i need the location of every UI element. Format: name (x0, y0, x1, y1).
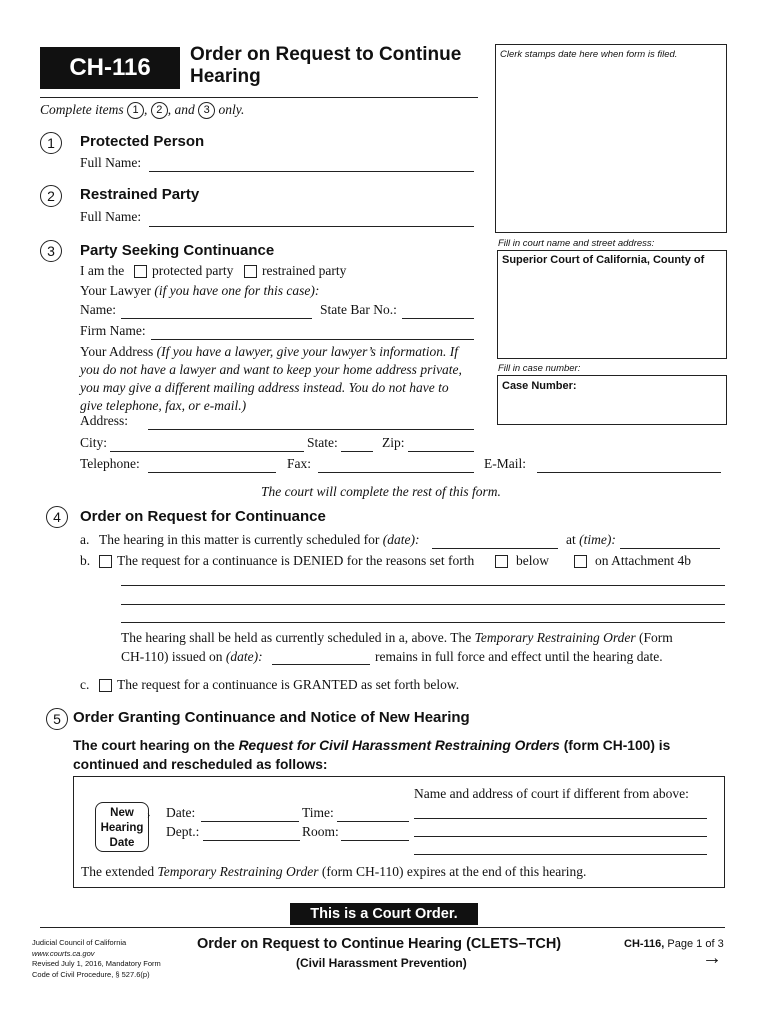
footer-code: Code of Civil Procedure, § 527.6(p) (32, 969, 150, 979)
extended-tro-note (81, 864, 586, 880)
fax-label: Fax: (287, 456, 312, 471)
new-date-label: Date: (166, 805, 196, 820)
alt-court-line-1[interactable] (414, 818, 707, 819)
state-label: State: (307, 435, 338, 450)
item-4a-main: The hearing in this matter is currently scheduled for (99, 532, 380, 547)
section-5-intro (73, 736, 723, 774)
restrained-full-name-label: Full Name: (80, 209, 142, 224)
section-1-number: 1 (40, 132, 62, 154)
intro-1: The court hearing on the (73, 738, 235, 753)
complete-items-instruction (40, 102, 244, 119)
denied-below-checkbox[interactable] (495, 555, 508, 568)
granted-checkbox[interactable] (99, 679, 112, 692)
intro-2: (form CH-100) is (563, 738, 671, 753)
restrained-party-checkbox[interactable] (244, 265, 257, 278)
restrained-full-name-field[interactable] (149, 226, 474, 227)
header-rule (40, 97, 478, 98)
held-date-label: (date): (225, 649, 263, 664)
item-4c-letter: c. (80, 677, 90, 692)
denial-reason-line-2[interactable] (121, 604, 725, 605)
lawyer-name-label: Name: (80, 302, 116, 317)
lawyer-name-field[interactable] (121, 318, 312, 319)
court-order-banner: This is a Court Order. (290, 903, 478, 925)
firm-name-field[interactable] (151, 339, 474, 340)
denied-checkbox[interactable] (99, 555, 112, 568)
current-hearing-time-field[interactable] (620, 548, 720, 549)
section-3-title: Party Seeking Continuance (80, 242, 275, 259)
city-label: City: (80, 435, 108, 450)
footer-subtitle: (Civil Harassment Prevention) (296, 956, 467, 970)
your-address-instructions (80, 343, 480, 415)
footer-page: Page 1 of 3 (667, 938, 724, 950)
held-tro: Temporary Restraining Order (474, 630, 636, 645)
state-field[interactable] (341, 451, 373, 452)
state-bar-label: State Bar No.: (320, 302, 397, 317)
address-note-line2: you do not have a lawyer and want to keep your home address private, (80, 362, 462, 377)
your-lawyer-label (80, 283, 319, 299)
footer-council: Judicial Council of California (32, 938, 127, 947)
current-hearing-date-field[interactable] (432, 548, 558, 549)
section-4-title: Order on Request for Continuance (80, 508, 326, 525)
item-4b-letter: b. (80, 553, 91, 568)
court-will-complete-note: The court will complete the rest of this form. (261, 484, 501, 499)
extended-2: (form CH-110) expires at the end of this hearing. (321, 864, 587, 879)
new-hearing-word1: New (110, 807, 134, 819)
email-label: E-Mail: (484, 456, 526, 471)
footer-website[interactable]: www.courts.ca.gov (32, 948, 95, 958)
form-id-badge: CH-116 (40, 47, 180, 89)
held-text-1: The hearing shall be held as currently scheduled in a, above. The (121, 630, 472, 645)
footer-revised: Revised July 1, 2016, Mandatory Form (32, 959, 161, 968)
lawyer-label: Your Lawyer (80, 283, 151, 298)
address-note-line1 (80, 343, 480, 361)
new-hearing-word3: Date (109, 837, 135, 849)
address-intro: Your Address (80, 344, 154, 359)
denied-attachment-label: on Attachment 4b (595, 553, 691, 568)
item-4a-text (99, 532, 420, 548)
new-hearing-word2: Hearing (100, 822, 144, 834)
footer-title: Order on Request to Continue Hearing (CLETS–TCH) (197, 936, 562, 952)
footer-form-ref: CH-116, (624, 938, 665, 950)
protected-full-name-field[interactable] (149, 171, 474, 172)
sep1: , (144, 102, 148, 117)
held-text-2a: CH-110) issued on (121, 649, 223, 664)
intro-italic: Request for Civil Harassment Restraining Orders (238, 738, 560, 753)
item-4a-date-label: (date): (382, 532, 420, 547)
case-box-label: Fill in case number: (498, 363, 581, 374)
new-room-label: Room: (302, 824, 339, 839)
new-dept-field[interactable] (203, 840, 300, 841)
section-2-number: 2 (40, 185, 62, 207)
form-title-line1: Order on Request to Continue (190, 44, 462, 65)
denial-reason-line-1[interactable] (121, 585, 725, 586)
section-4-number: 4 (46, 506, 68, 528)
item-3-marker: 3 (198, 102, 215, 119)
section-5-number: 5 (46, 708, 68, 730)
item-4a-time (566, 532, 616, 548)
protected-full-name-label: Full Name: (80, 155, 142, 170)
fax-field[interactable] (318, 472, 474, 473)
section-1-title: Protected Person (80, 133, 205, 150)
restrained-party-label: restrained party (262, 263, 347, 278)
telephone-field[interactable] (148, 472, 276, 473)
clerk-stamp-box (495, 44, 727, 233)
telephone-label: Telephone: (80, 456, 140, 471)
footer-left-block (32, 938, 161, 980)
held-as-scheduled-line1 (121, 630, 673, 646)
section-5-intro-line1 (73, 736, 723, 755)
protected-party-label: protected party (152, 263, 234, 278)
alt-court-label: Name and address of court if different from above: (414, 786, 689, 801)
tro-issued-date-field[interactable] (272, 664, 370, 665)
extended-1: The extended (81, 864, 155, 879)
state-bar-field[interactable] (402, 318, 474, 319)
held-as-scheduled-line2a (121, 649, 263, 665)
i-am-the-label: I am the (80, 263, 125, 278)
held-form: (Form (639, 630, 673, 645)
new-room-field[interactable] (341, 840, 409, 841)
sep2: , and (167, 102, 195, 117)
address-note-1: (If you have a lawyer, give your lawyer’s information. If (156, 344, 458, 359)
address-note-line3: you may give a different mailing address instead. You do not have to (80, 380, 449, 395)
alt-court-line-3[interactable] (414, 854, 707, 855)
section-3-number: 3 (40, 240, 62, 262)
held-as-scheduled-line2b: remains in full force and effect until the hearing date. (375, 649, 663, 664)
item-4c-text: The request for a continuance is GRANTED as set forth below. (117, 677, 460, 692)
lawyer-note: (if you have one for this case): (154, 283, 320, 298)
complete-items-pre: Complete items (40, 102, 124, 117)
address-field[interactable] (148, 429, 474, 430)
new-time-label: Time: (302, 805, 334, 820)
complete-items-post: only. (218, 102, 245, 117)
item-4a-at: at (566, 532, 576, 547)
zip-label: Zip: (382, 435, 405, 450)
denial-reason-line-3[interactable] (121, 622, 725, 623)
form-title-line2: Hearing (190, 66, 261, 87)
next-page-arrow-icon[interactable]: → (702, 947, 722, 969)
item-4a-letter: a. (80, 532, 90, 547)
email-field[interactable] (537, 472, 721, 473)
new-time-field[interactable] (337, 821, 409, 822)
extended-italic: Temporary Restraining Order (157, 864, 319, 879)
section-5-intro-line2: continued and rescheduled as follows: (73, 757, 328, 772)
city-field[interactable] (110, 451, 304, 452)
protected-party-checkbox[interactable] (134, 265, 147, 278)
address-label: Address: (80, 413, 128, 428)
footer-rule (40, 927, 725, 928)
zip-field[interactable] (408, 451, 474, 452)
court-box-label: Fill in court name and street address: (498, 238, 655, 249)
denied-below-label: below (516, 553, 549, 568)
firm-name-label: Firm Name: (80, 323, 146, 338)
badge-pointer-icon: › (147, 810, 151, 821)
court-name-text: Superior Court of California, County of (502, 254, 705, 266)
address-note-line4: give telephone, fax, or e-mail.) (80, 398, 247, 413)
new-date-field[interactable] (201, 821, 299, 822)
court-name-box[interactable] (497, 250, 727, 359)
denied-attachment-checkbox[interactable] (574, 555, 587, 568)
item-4a-time-label: (time): (579, 532, 616, 547)
section-5-title: Order Granting Continuance and Notice of New Hearing (73, 709, 470, 726)
new-hearing-badge (95, 802, 149, 852)
section-2-title: Restrained Party (80, 186, 200, 203)
item-2-marker: 2 (151, 102, 168, 119)
case-number-text: Case Number: (502, 380, 577, 392)
clerk-stamp-note: Clerk stamps date here when form is filed. (500, 49, 678, 60)
item-4b-text: The request for a continuance is DENIED for the reasons set forth (117, 553, 475, 568)
alt-court-line-2[interactable] (414, 836, 707, 837)
new-dept-label: Dept.: (166, 824, 200, 839)
item-1-marker: 1 (127, 102, 144, 119)
